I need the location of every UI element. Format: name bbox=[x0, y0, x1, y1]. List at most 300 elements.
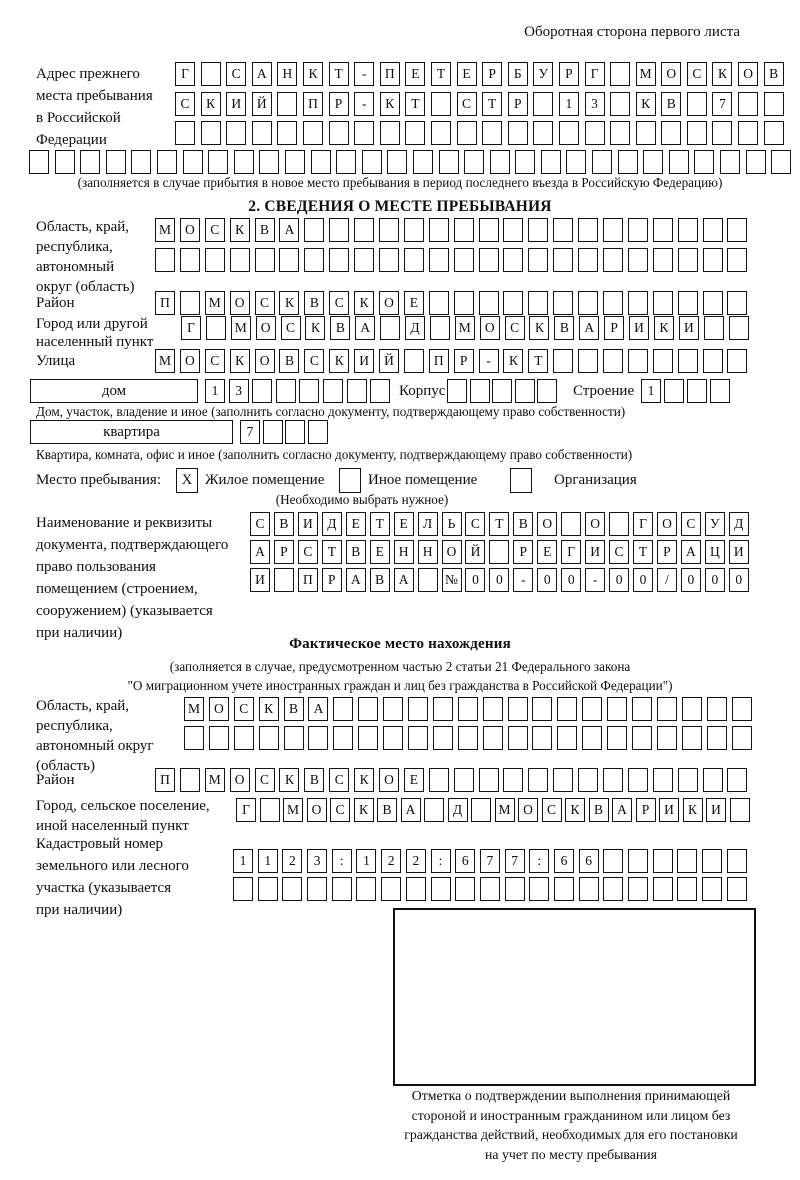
stay-type-option-label: Жилое помещение bbox=[205, 472, 325, 488]
form-cell bbox=[609, 512, 629, 536]
form-cell: 7 bbox=[240, 420, 260, 444]
form-cell bbox=[155, 248, 175, 272]
district-row bbox=[155, 291, 747, 315]
form-cell: 0 bbox=[561, 568, 581, 592]
form-cell bbox=[259, 150, 279, 174]
form-cell bbox=[505, 877, 525, 901]
form-cell bbox=[323, 379, 343, 403]
form-cell: К bbox=[503, 349, 523, 373]
form-cell: В bbox=[255, 218, 275, 242]
form-cell: Р bbox=[513, 540, 533, 564]
form-cell bbox=[258, 877, 278, 901]
form-cell bbox=[379, 218, 399, 242]
form-cell bbox=[603, 877, 623, 901]
form-cell: К bbox=[636, 92, 656, 116]
cadastral-label-line: участка (указывается bbox=[36, 880, 172, 896]
form-cell bbox=[304, 218, 324, 242]
form-cell: Р bbox=[604, 316, 624, 340]
form-cell: : bbox=[332, 849, 352, 873]
form-cell bbox=[252, 121, 272, 145]
form-cell: М bbox=[155, 349, 175, 373]
form-cell bbox=[628, 291, 648, 315]
form-cell: - bbox=[585, 568, 605, 592]
form-cell: И bbox=[659, 798, 679, 822]
form-cell bbox=[454, 291, 474, 315]
form-cell bbox=[464, 150, 484, 174]
form-cell bbox=[603, 849, 623, 873]
form-cell bbox=[263, 420, 283, 444]
form-cell bbox=[201, 62, 221, 86]
form-cell bbox=[503, 291, 523, 315]
form-cell bbox=[333, 726, 353, 750]
form-cell: К bbox=[279, 291, 299, 315]
form-cell: М bbox=[495, 798, 515, 822]
form-cell: 0 bbox=[609, 568, 629, 592]
stay-type-checkbox-residential: X bbox=[176, 468, 198, 493]
form-cell: 0 bbox=[537, 568, 557, 592]
form-cell bbox=[727, 768, 747, 792]
form-cell bbox=[677, 849, 697, 873]
form-cell: У bbox=[533, 62, 553, 86]
form-cell: Е bbox=[405, 62, 425, 86]
ownership-doc-label-line: право пользования bbox=[36, 559, 156, 575]
ownership-doc-row-1 bbox=[250, 512, 749, 536]
form-cell bbox=[311, 150, 331, 174]
form-cell bbox=[381, 877, 401, 901]
form-cell: 1 bbox=[641, 379, 661, 403]
form-cell bbox=[490, 150, 510, 174]
stay-type-option-label: Иное помещение bbox=[368, 472, 478, 488]
form-cell: В bbox=[304, 291, 324, 315]
form-cell bbox=[274, 568, 294, 592]
form-cell: В bbox=[279, 349, 299, 373]
form-cell bbox=[771, 150, 791, 174]
form-cell: К bbox=[683, 798, 703, 822]
form-cell: О bbox=[480, 316, 500, 340]
form-cell bbox=[653, 291, 673, 315]
form-cell bbox=[429, 248, 449, 272]
form-cell bbox=[508, 726, 528, 750]
form-cell: Н bbox=[418, 540, 438, 564]
stay-type-option-label: Организация bbox=[554, 472, 637, 488]
form-cell bbox=[106, 150, 126, 174]
form-cell bbox=[694, 150, 714, 174]
ownership-doc-label-line: документа, подтверждающего bbox=[36, 537, 229, 553]
form-cell bbox=[354, 248, 374, 272]
form-cell: О bbox=[518, 798, 538, 822]
form-cell bbox=[618, 150, 638, 174]
form-cell bbox=[582, 697, 602, 721]
form-cell bbox=[561, 512, 581, 536]
actual-district-label: Район bbox=[36, 772, 75, 788]
form-cell bbox=[687, 379, 707, 403]
form-cell bbox=[503, 218, 523, 242]
prev-address-row-1 bbox=[175, 62, 784, 86]
form-cell: О bbox=[230, 291, 250, 315]
form-cell bbox=[482, 121, 502, 145]
form-cell bbox=[529, 877, 549, 901]
form-cell bbox=[226, 121, 246, 145]
form-cell bbox=[354, 121, 374, 145]
form-cell: И bbox=[679, 316, 699, 340]
form-cell: К bbox=[259, 697, 279, 721]
form-cell bbox=[252, 379, 272, 403]
form-cell: В bbox=[330, 316, 350, 340]
region-label bbox=[36, 217, 134, 297]
actual-region-label-line: Область, край, bbox=[36, 698, 130, 714]
house-number-row bbox=[205, 379, 390, 403]
form-cell: М bbox=[184, 697, 204, 721]
region-label-line: округ (область) bbox=[36, 279, 135, 295]
form-cell: В bbox=[377, 798, 397, 822]
form-cell: П bbox=[298, 568, 318, 592]
form-cell: А bbox=[250, 540, 270, 564]
form-cell bbox=[430, 316, 450, 340]
house-label-box: дом bbox=[30, 379, 198, 403]
form-cell bbox=[260, 798, 280, 822]
cadastral-row-2 bbox=[233, 877, 747, 901]
form-cell: С bbox=[250, 512, 270, 536]
form-cell bbox=[175, 121, 195, 145]
form-cell: А bbox=[579, 316, 599, 340]
form-cell: 7 bbox=[505, 849, 525, 873]
form-cell: 6 bbox=[554, 849, 574, 873]
form-cell bbox=[661, 121, 681, 145]
form-cell bbox=[682, 726, 702, 750]
form-cell bbox=[408, 726, 428, 750]
form-cell bbox=[703, 291, 723, 315]
city-label-line: Город или другой bbox=[36, 316, 148, 332]
form-cell bbox=[653, 248, 673, 272]
form-cell bbox=[284, 726, 304, 750]
form-cell: - bbox=[354, 92, 374, 116]
actual-region-row-1 bbox=[184, 697, 752, 721]
form-cell bbox=[208, 150, 228, 174]
form-cell: К bbox=[279, 768, 299, 792]
form-cell bbox=[362, 150, 382, 174]
form-cell: 0 bbox=[681, 568, 701, 592]
form-cell bbox=[447, 379, 467, 403]
form-cell bbox=[479, 218, 499, 242]
form-cell: : bbox=[431, 849, 451, 873]
form-cell bbox=[418, 568, 438, 592]
form-cell bbox=[533, 92, 553, 116]
form-cell bbox=[603, 349, 623, 373]
form-cell: 1 bbox=[258, 849, 278, 873]
form-cell bbox=[720, 150, 740, 174]
form-cell bbox=[664, 379, 684, 403]
form-cell: П bbox=[303, 92, 323, 116]
form-cell bbox=[29, 150, 49, 174]
form-cell: Р bbox=[657, 540, 677, 564]
form-cell bbox=[678, 218, 698, 242]
registration-mark-caption bbox=[355, 1086, 787, 1164]
form-cell: Т bbox=[329, 62, 349, 86]
form-cell: - bbox=[479, 349, 499, 373]
form-cell bbox=[729, 316, 749, 340]
form-cell: И bbox=[298, 512, 318, 536]
form-cell: Е bbox=[537, 540, 557, 564]
form-cell: 2 bbox=[282, 849, 302, 873]
form-cell bbox=[131, 150, 151, 174]
form-cell: Р bbox=[482, 62, 502, 86]
form-cell: В bbox=[589, 798, 609, 822]
form-cell bbox=[439, 150, 459, 174]
form-cell bbox=[201, 121, 221, 145]
form-cell bbox=[528, 248, 548, 272]
form-cell: В bbox=[274, 512, 294, 536]
form-cell bbox=[707, 697, 727, 721]
form-cell bbox=[643, 150, 663, 174]
form-cell: К bbox=[305, 316, 325, 340]
form-cell: О bbox=[379, 768, 399, 792]
form-cell: В bbox=[661, 92, 681, 116]
form-cell bbox=[727, 291, 747, 315]
form-cell bbox=[233, 877, 253, 901]
form-cell bbox=[537, 379, 557, 403]
form-cell bbox=[336, 150, 356, 174]
form-cell bbox=[533, 121, 553, 145]
korpus-label: Корпус bbox=[399, 383, 446, 399]
form-cell: О bbox=[661, 62, 681, 86]
form-cell: К bbox=[565, 798, 585, 822]
form-cell bbox=[687, 92, 707, 116]
street-label: Улица bbox=[36, 353, 76, 369]
form-cell bbox=[508, 697, 528, 721]
form-cell: И bbox=[629, 316, 649, 340]
prev-address-caption: (заполняется в случае прибытия в новое место пребывания в период последнего въезда в Российскую Федерацию) bbox=[77, 175, 723, 190]
form-cell bbox=[704, 316, 724, 340]
form-cell bbox=[732, 697, 752, 721]
form-cell bbox=[707, 726, 727, 750]
form-cell: О bbox=[230, 768, 250, 792]
form-cell bbox=[404, 218, 424, 242]
form-cell bbox=[358, 726, 378, 750]
form-cell bbox=[553, 248, 573, 272]
form-cell: Е bbox=[404, 768, 424, 792]
form-cell: Т bbox=[482, 92, 502, 116]
form-cell bbox=[653, 768, 673, 792]
form-cell bbox=[566, 150, 586, 174]
form-cell: 7 bbox=[712, 92, 732, 116]
form-cell bbox=[347, 379, 367, 403]
form-cell bbox=[471, 798, 491, 822]
form-cell bbox=[489, 540, 509, 564]
form-cell: Р bbox=[322, 568, 342, 592]
form-cell: В bbox=[513, 512, 533, 536]
form-cell bbox=[483, 726, 503, 750]
form-cell bbox=[230, 248, 250, 272]
form-cell: И bbox=[729, 540, 749, 564]
form-cell bbox=[354, 218, 374, 242]
form-cell: О bbox=[657, 512, 677, 536]
form-cell: В bbox=[284, 697, 304, 721]
actual-city-row bbox=[236, 798, 750, 822]
prev-address-label-line: Федерации bbox=[36, 132, 107, 148]
form-cell bbox=[380, 121, 400, 145]
form-cell: А bbox=[346, 568, 366, 592]
form-cell: О bbox=[255, 349, 275, 373]
form-cell bbox=[553, 349, 573, 373]
form-cell bbox=[458, 697, 478, 721]
actual-location-title: Фактическое место нахождения bbox=[289, 636, 511, 652]
form-cell bbox=[308, 420, 328, 444]
form-cell bbox=[370, 379, 390, 403]
form-cell: 7 bbox=[480, 849, 500, 873]
form-cell: В bbox=[554, 316, 574, 340]
house-caption: Дом, участок, владение и иное (заполнить согласно документу, подтверждающему право собственности) bbox=[36, 404, 626, 419]
form-cell bbox=[628, 768, 648, 792]
form-cell: А bbox=[612, 798, 632, 822]
cadastral-label-line: Кадастровый номер bbox=[36, 836, 163, 852]
cadastral-label-line: земельного или лесного bbox=[36, 858, 189, 874]
form-cell: 3 bbox=[229, 379, 249, 403]
form-cell: 0 bbox=[705, 568, 725, 592]
form-cell bbox=[610, 62, 630, 86]
form-cell: Р bbox=[559, 62, 579, 86]
form-cell bbox=[727, 349, 747, 373]
form-cell bbox=[554, 877, 574, 901]
actual-city-label-line: иной населенный пункт bbox=[36, 818, 189, 834]
form-cell bbox=[303, 121, 323, 145]
prev-address-label-line: в Российской bbox=[36, 110, 121, 126]
prev-address-row-2 bbox=[175, 92, 784, 116]
form-cell bbox=[304, 248, 324, 272]
form-cell: П bbox=[429, 349, 449, 373]
form-cell bbox=[408, 697, 428, 721]
form-cell bbox=[404, 248, 424, 272]
form-cell: С bbox=[226, 62, 246, 86]
form-cell: К bbox=[354, 768, 374, 792]
form-cell bbox=[259, 726, 279, 750]
form-cell bbox=[431, 121, 451, 145]
form-cell bbox=[553, 768, 573, 792]
form-cell: М bbox=[283, 798, 303, 822]
form-cell: С bbox=[281, 316, 301, 340]
form-cell: С bbox=[687, 62, 707, 86]
form-cell: И bbox=[585, 540, 605, 564]
form-cell bbox=[480, 877, 500, 901]
form-cell: Д bbox=[405, 316, 425, 340]
stay-type-note: (Необходимо выбрать нужное) bbox=[275, 492, 449, 507]
form-cell: Д bbox=[322, 512, 342, 536]
form-cell: Н bbox=[277, 62, 297, 86]
form-cell: К bbox=[529, 316, 549, 340]
form-cell bbox=[610, 92, 630, 116]
form-cell bbox=[277, 92, 297, 116]
form-cell bbox=[553, 218, 573, 242]
form-cell bbox=[515, 150, 535, 174]
form-cell: Т bbox=[489, 512, 509, 536]
form-cell: О bbox=[442, 540, 462, 564]
registration-mark-caption-line: на учет по месту пребывания bbox=[485, 1146, 657, 1162]
stay-type-checkbox-organization bbox=[510, 468, 532, 493]
form-cell bbox=[503, 248, 523, 272]
form-cell bbox=[206, 316, 226, 340]
form-cell: С bbox=[175, 92, 195, 116]
form-cell: О bbox=[307, 798, 327, 822]
form-cell: 6 bbox=[455, 849, 475, 873]
registration-mark-caption-line: Отметка о подтверждении выполнения принимающей bbox=[411, 1088, 731, 1103]
form-cell bbox=[578, 248, 598, 272]
form-cell: М bbox=[231, 316, 251, 340]
ownership-doc-label-line: при наличии) bbox=[36, 625, 123, 641]
form-cell bbox=[764, 92, 784, 116]
form-cell bbox=[424, 798, 444, 822]
form-cell bbox=[387, 150, 407, 174]
form-cell bbox=[454, 218, 474, 242]
form-cell bbox=[209, 726, 229, 750]
form-cell: В bbox=[370, 568, 390, 592]
form-cell bbox=[528, 291, 548, 315]
form-cell bbox=[710, 379, 730, 403]
form-cell: О bbox=[180, 349, 200, 373]
form-cell bbox=[559, 121, 579, 145]
form-cell bbox=[55, 150, 75, 174]
ownership-doc-label-line: Наименование и реквизиты bbox=[36, 515, 213, 531]
actual-region-label-line: автономный округ bbox=[36, 738, 154, 754]
form-cell bbox=[578, 218, 598, 242]
form-cell: Е bbox=[457, 62, 477, 86]
form-cell: С bbox=[505, 316, 525, 340]
form-cell bbox=[383, 726, 403, 750]
form-cell: К bbox=[712, 62, 732, 86]
form-cell: Г bbox=[175, 62, 195, 86]
form-cell: М bbox=[205, 291, 225, 315]
form-cell: К bbox=[201, 92, 221, 116]
section2-title: 2. СВЕДЕНИЯ О МЕСТЕ ПРЕБЫВАНИЯ bbox=[248, 198, 552, 215]
form-cell bbox=[479, 768, 499, 792]
form-cell bbox=[356, 877, 376, 901]
form-cell bbox=[677, 877, 697, 901]
form-cell bbox=[702, 877, 722, 901]
form-cell: А bbox=[355, 316, 375, 340]
form-cell bbox=[764, 121, 784, 145]
form-cell: П bbox=[155, 291, 175, 315]
form-cell bbox=[541, 150, 561, 174]
form-cell bbox=[454, 768, 474, 792]
cadastral-label bbox=[36, 833, 189, 921]
form-cell bbox=[669, 150, 689, 174]
actual-location-caption-line: (заполняется в случае, предусмотренном частью 2 статьи 21 Федерального закона bbox=[169, 659, 631, 674]
form-cell: 1 bbox=[233, 849, 253, 873]
form-cell bbox=[454, 248, 474, 272]
form-cell: С bbox=[329, 291, 349, 315]
apartment-caption: Квартира, комната, офис и иное (заполнить согласно документу, подтверждающему право собственности) bbox=[36, 447, 633, 462]
form-cell: В bbox=[304, 768, 324, 792]
form-cell bbox=[299, 379, 319, 403]
registration-mark-caption-line: стороной и иностранным гражданином или лицом без bbox=[411, 1107, 731, 1123]
form-cell: № bbox=[442, 568, 462, 592]
form-cell bbox=[557, 697, 577, 721]
form-cell bbox=[532, 726, 552, 750]
form-cell bbox=[682, 697, 702, 721]
form-cell: И bbox=[354, 349, 374, 373]
form-cell bbox=[592, 150, 612, 174]
ownership-doc-row-2 bbox=[250, 540, 749, 564]
actual-region-label bbox=[36, 696, 154, 776]
form-cell: 2 bbox=[381, 849, 401, 873]
form-cell: Ц bbox=[705, 540, 725, 564]
form-cell bbox=[184, 726, 204, 750]
form-cell bbox=[653, 218, 673, 242]
form-cell: С bbox=[465, 512, 485, 536]
form-cell bbox=[632, 726, 652, 750]
form-cell: П bbox=[380, 62, 400, 86]
form-cell bbox=[553, 291, 573, 315]
form-cell bbox=[380, 316, 400, 340]
form-cell: 0 bbox=[489, 568, 509, 592]
